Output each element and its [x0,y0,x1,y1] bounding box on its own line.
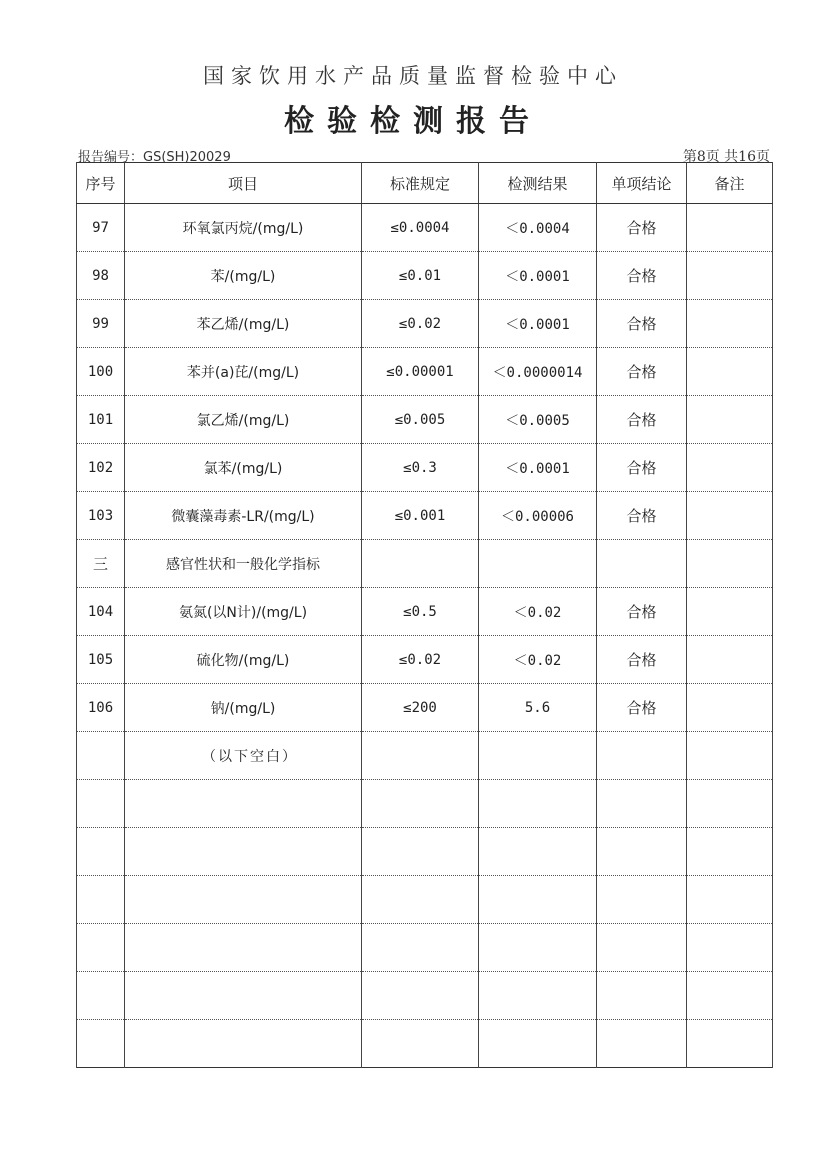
row-result [479,1020,597,1068]
report-title: 检验检测报告 [284,104,542,139]
table-row [77,396,773,444]
row-conclusion [597,924,687,972]
row-conclusion: 合格 [597,492,687,540]
row-item: 环氧氯丙烷/(mg/L) [125,204,362,252]
row-number [77,732,125,780]
row-item: （以下空白） [125,732,362,780]
organization-name: 国家饮用水产品质量监督检验中心 [203,64,623,88]
row-remark [687,876,773,924]
row-number [77,828,125,876]
row-conclusion: 合格 [597,396,687,444]
row-remark [687,252,773,300]
row-number: 106 [77,684,125,732]
row-number: 101 [77,396,125,444]
row-number [77,972,125,1020]
row-standard [362,780,479,828]
row-result: ＜0.0005 [479,396,597,444]
table-row [77,204,773,252]
row-item: 苯并(a)芘/(mg/L) [125,348,362,396]
row-item [125,780,362,828]
row-result: ＜0.0001 [479,444,597,492]
row-result: ＜0.00006 [479,492,597,540]
table-row [77,972,773,1020]
column-header-standard: 标准规定 [362,163,479,204]
row-item [125,924,362,972]
row-item [125,1020,362,1068]
row-standard: ≤0.02 [362,300,479,348]
column-header-conclusion: 单项结论 [597,163,687,204]
row-number: 104 [77,588,125,636]
row-standard: ≤0.01 [362,252,479,300]
row-remark [687,828,773,876]
row-standard: ≤0.02 [362,636,479,684]
table-row [77,588,773,636]
row-item: 氯苯/(mg/L) [125,444,362,492]
row-item [125,828,362,876]
row-conclusion [597,780,687,828]
row-remark [687,204,773,252]
table-row [77,1020,773,1068]
row-standard: ≤0.00001 [362,348,479,396]
column-header-remark: 备注 [687,163,773,204]
row-number [77,1020,125,1068]
row-item [125,876,362,924]
table-row [77,780,773,828]
row-number [77,924,125,972]
page-indicator: 第8页 共16页 [682,149,770,165]
row-result [479,780,597,828]
row-remark [687,444,773,492]
row-standard [362,732,479,780]
row-remark [687,924,773,972]
row-remark [687,396,773,444]
row-conclusion [597,1020,687,1068]
row-conclusion: 合格 [597,252,687,300]
row-number: 100 [77,348,125,396]
report-number: 报告编号：GS(SH)20029 [78,150,231,165]
row-standard: ≤0.3 [362,444,479,492]
row-remark [687,732,773,780]
row-result [479,540,597,588]
table-row [77,252,773,300]
row-conclusion: 合格 [597,300,687,348]
row-standard: ≤0.5 [362,588,479,636]
table-header-row [77,163,773,204]
row-result: ＜0.02 [479,588,597,636]
row-result [479,828,597,876]
row-remark [687,1020,773,1068]
table-row [77,348,773,396]
row-item [125,972,362,1020]
row-standard: ≤0.0004 [362,204,479,252]
row-item: 钠/(mg/L) [125,684,362,732]
row-result [479,732,597,780]
table-row [77,540,773,588]
row-conclusion: 合格 [597,444,687,492]
row-number [77,876,125,924]
table-row [77,636,773,684]
row-remark [687,588,773,636]
row-remark [687,540,773,588]
row-standard [362,540,479,588]
table-row [77,684,773,732]
row-standard [362,924,479,972]
row-item: 感官性状和一般化学指标 [125,540,362,588]
row-remark [687,684,773,732]
row-conclusion: 合格 [597,636,687,684]
row-result: ＜0.0001 [479,252,597,300]
row-remark [687,492,773,540]
table-row [77,876,773,924]
row-conclusion: 合格 [597,588,687,636]
row-result: ＜0.0000014 [479,348,597,396]
row-result: ＜0.0004 [479,204,597,252]
row-result [479,972,597,1020]
results-table [76,162,773,1068]
row-standard [362,828,479,876]
row-result: ＜0.0001 [479,300,597,348]
row-conclusion [597,876,687,924]
row-result: ＜0.02 [479,636,597,684]
row-number: 103 [77,492,125,540]
row-number: 98 [77,252,125,300]
row-item: 苯/(mg/L) [125,252,362,300]
row-number: 99 [77,300,125,348]
row-remark [687,972,773,1020]
row-item: 氯乙烯/(mg/L) [125,396,362,444]
column-header-result: 检测结果 [479,163,597,204]
table-row [77,924,773,972]
row-number [77,780,125,828]
column-header-no: 序号 [77,163,125,204]
row-conclusion: 合格 [597,348,687,396]
row-conclusion [597,828,687,876]
row-conclusion: 合格 [597,204,687,252]
row-result [479,924,597,972]
row-item: 苯乙烯/(mg/L) [125,300,362,348]
row-standard: ≤0.001 [362,492,479,540]
table-row [77,732,773,780]
row-result: 5.6 [479,684,597,732]
row-standard [362,876,479,924]
row-standard [362,972,479,1020]
row-number: 97 [77,204,125,252]
row-remark [687,636,773,684]
column-header-item: 项目 [125,163,362,204]
row-conclusion [597,972,687,1020]
row-standard: ≤0.005 [362,396,479,444]
row-item: 氨氮(以N计)/(mg/L) [125,588,362,636]
row-number: 105 [77,636,125,684]
row-number: 三 [77,540,125,588]
row-conclusion [597,540,687,588]
row-conclusion: 合格 [597,684,687,732]
row-item: 硫化物/(mg/L) [125,636,362,684]
row-standard: ≤200 [362,684,479,732]
row-remark [687,300,773,348]
row-standard [362,1020,479,1068]
row-result [479,876,597,924]
row-conclusion [597,732,687,780]
row-number: 102 [77,444,125,492]
row-item: 微囊藻毒素-LR/(mg/L) [125,492,362,540]
table-row [77,300,773,348]
table-row [77,492,773,540]
row-remark [687,348,773,396]
table-row [77,444,773,492]
table-row [77,828,773,876]
row-remark [687,780,773,828]
